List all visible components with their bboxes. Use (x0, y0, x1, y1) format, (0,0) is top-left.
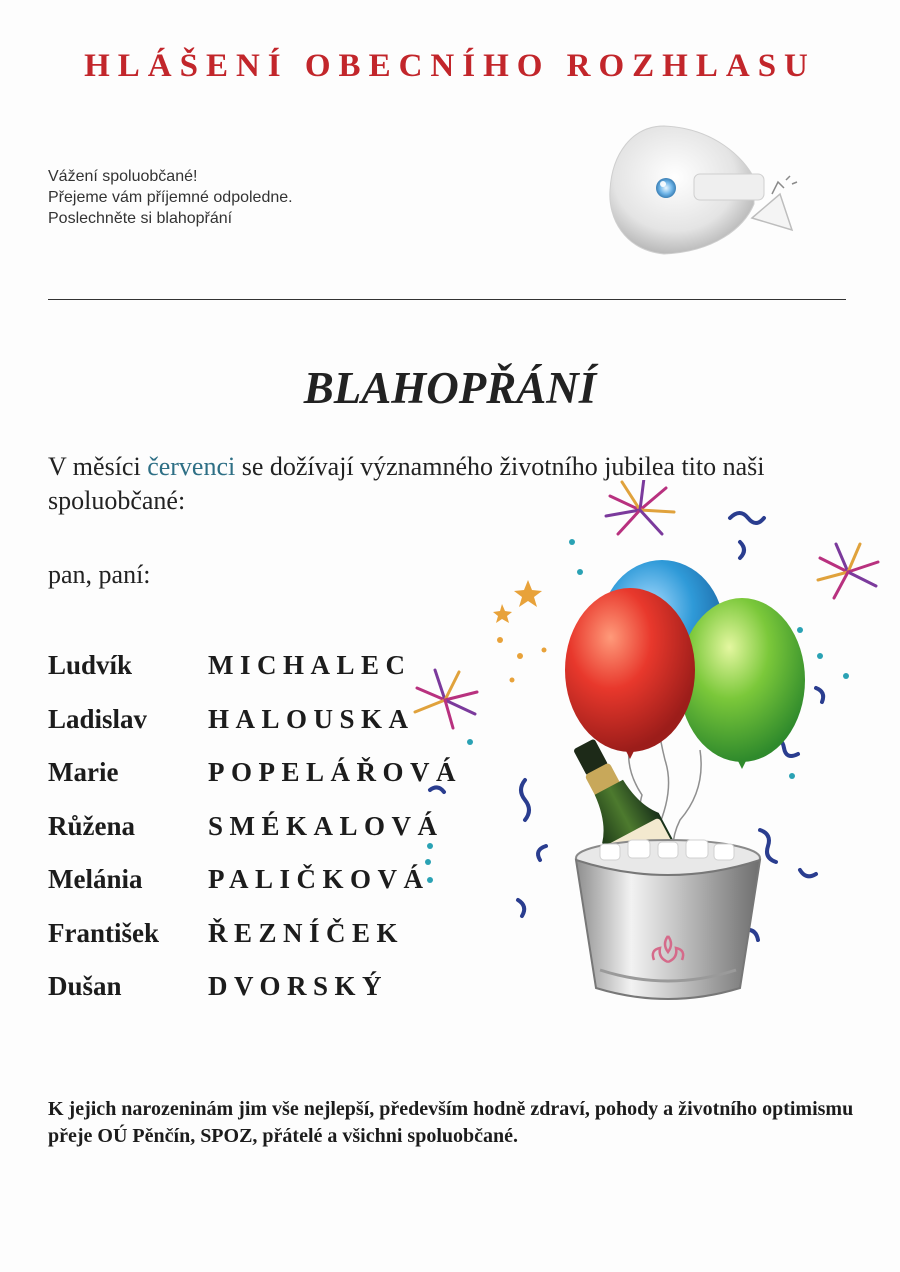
lead-text: V měsíci (48, 452, 148, 481)
first-name: Melánia (48, 864, 143, 894)
lead-month: červenci (147, 452, 236, 481)
page-title: HLÁŠENÍ OBECNÍHO ROZHLASU (84, 48, 816, 84)
last-name: SMÉKALOVÁ (208, 810, 444, 841)
intro-line: Poslechněte si blahopřání (48, 210, 233, 227)
divider (48, 299, 846, 300)
first-name: Růžena (48, 810, 135, 841)
last-name: ŘEZNÍČEK (208, 917, 405, 948)
first-name: Ludvík (48, 650, 133, 680)
first-name: Dušan (48, 971, 122, 1001)
last-name: DVORSKÝ (208, 971, 388, 1001)
intro-line: Vážení spoluobčané! (48, 168, 198, 185)
last-name: MICHALEC (208, 650, 412, 680)
closing-message: K jejich narozeninám jim vše nejlepší, především hodně zdraví, pohody a životního optimismu přeje OÚ Pěnčín, SPOZ, přátelé a všichni spoluobčané. (48, 1098, 854, 1147)
intro-line: Přejeme vám příjemné odpoledne. (48, 189, 293, 206)
last-name: PALIČKOVÁ (208, 864, 430, 894)
first-name: Marie (48, 757, 119, 787)
salutation: pan, paní: (48, 560, 151, 589)
heading: BLAHOPŘÁNÍ (303, 363, 597, 413)
balloons-champagne-illustration (400, 480, 900, 1040)
megaphone-icon (604, 118, 814, 258)
last-name: POPELÁŘOVÁ (208, 757, 462, 787)
last-name: HALOUSKA (208, 703, 415, 734)
intro-text (48, 166, 293, 229)
first-name: Ladislav (48, 703, 148, 734)
lead-text: se dožívají významného životního jubilea tito naši spoluobčané: (48, 452, 765, 515)
stars-decoration (493, 580, 547, 683)
first-name: František (48, 917, 159, 948)
